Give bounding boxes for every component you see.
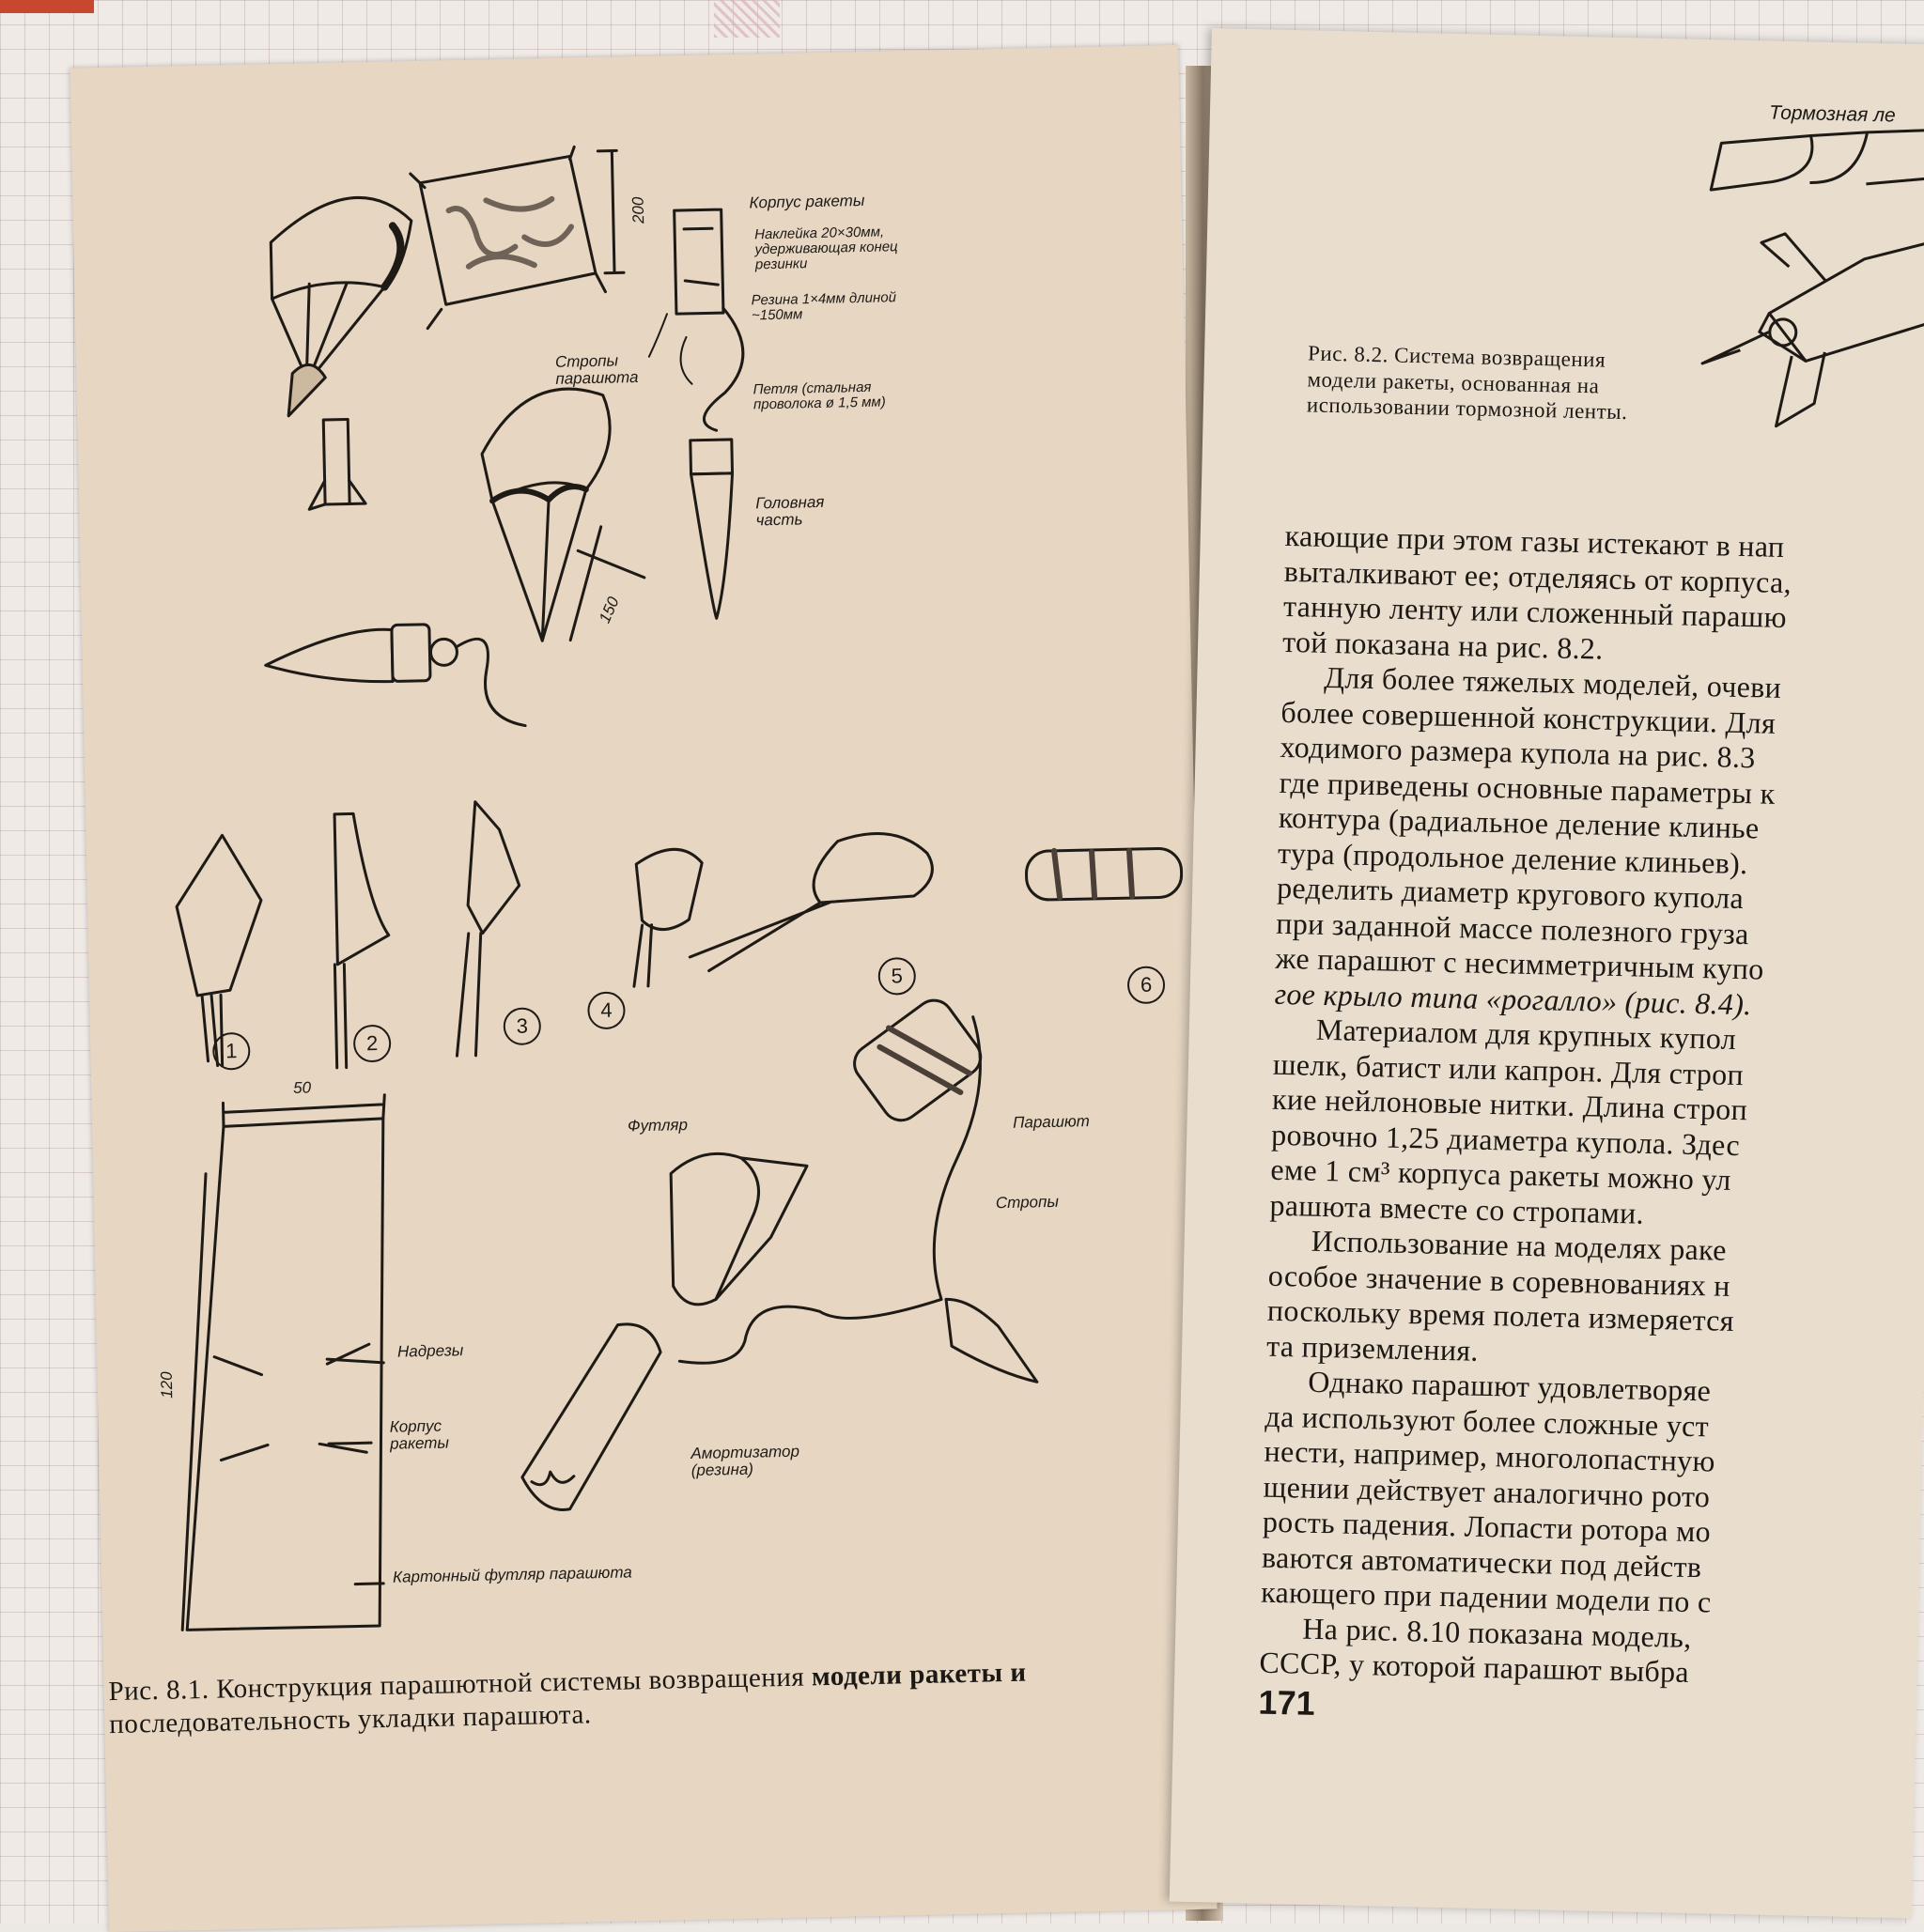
folding-step-6 — [1026, 848, 1182, 900]
text-line: шелк, батист или капрон. Для строп — [1272, 1046, 1745, 1091]
label-rocket-body: Корпус ракеты — [749, 191, 865, 212]
text-line: щении действует аналогично рото — [1263, 1469, 1711, 1513]
caption-bold: модели ракеты и — [811, 1657, 1027, 1692]
dimension-150: 150 — [595, 594, 623, 626]
label-lines: Стропы парашюта — [554, 351, 639, 388]
case-assembly-drawing — [512, 991, 1039, 1510]
text-line: Материалом для крупных купол — [1315, 1012, 1737, 1056]
caption-line2: последовательность укладки парашюта. — [108, 1699, 592, 1740]
text-line: Для более тяжелых моделей, очеви — [1323, 659, 1782, 704]
body-text — [1259, 518, 1924, 1696]
text-line: поскольку время полета измеряется — [1266, 1292, 1735, 1337]
right-page — [1170, 28, 1924, 1918]
cloth-pattern — [714, 0, 780, 38]
page-number: 171 — [1258, 1682, 1316, 1723]
step-number: 3 — [503, 1007, 541, 1045]
cloth-pattern — [0, 0, 94, 13]
text-line: кающего при падении модели по с — [1260, 1574, 1712, 1619]
text-line: ределить диаметр кругового купола — [1276, 870, 1745, 916]
text-line: Однако парашют удовлетворяе — [1307, 1364, 1712, 1408]
folding-step-4 — [631, 849, 705, 987]
label-rubber: Резина 1×4мм длиной ~150мм — [751, 289, 897, 324]
label-shock-cord: Амортизатор (резина) — [690, 1442, 800, 1479]
step-number: 1 — [212, 1032, 251, 1071]
text-line: кающие при этом газы истекают в нап — [1284, 518, 1785, 564]
figure-caption — [108, 1653, 1208, 1742]
text-line: выталкивают ее; отделяясь от корпуса, — [1283, 553, 1792, 599]
parachute-canopy-drawing — [270, 196, 417, 510]
dimension-50: 50 — [292, 1078, 312, 1097]
label-lines-2: Стропы — [995, 1192, 1060, 1213]
step-number: 6 — [1127, 966, 1166, 1004]
text-line: более совершенной конструкции. Для — [1280, 694, 1777, 740]
label-sticker: Наклейка 20×30мм, удерживающая конец резинки — [754, 224, 898, 272]
text-line: где приведены основные параметры к — [1279, 765, 1776, 811]
label-cardboard-case: Картонный футляр парашюта — [392, 1563, 632, 1586]
text-line: рость падения. Лопасти ротора мо — [1262, 1504, 1712, 1549]
text-line: еме 1 см³ корпуса ракеты можно ул — [1270, 1151, 1732, 1197]
dimension-200: 200 — [628, 196, 648, 224]
text-line: ровочно 1,25 диаметра купола. Здес — [1270, 1117, 1741, 1162]
dimension-120: 120 — [157, 1371, 177, 1399]
text-line: нести, например, многолопастную — [1264, 1433, 1716, 1478]
text-line: СССР, у которой парашют выбра — [1259, 1645, 1690, 1689]
step-number: 2 — [353, 1025, 392, 1063]
text-line: рашюта вместе со стропами. — [1269, 1187, 1645, 1230]
text-line: гое крыло типа «рогалло» (рис. 8.4). — [1274, 976, 1752, 1021]
text-line: та приземления. — [1265, 1328, 1480, 1368]
left-page — [70, 45, 1217, 1932]
text-line: да используют более сложные уст — [1265, 1399, 1710, 1443]
text-line: же парашют с несимметричным купо — [1275, 940, 1765, 986]
step-number: 5 — [877, 957, 916, 996]
text-line: той показана на рис. 8.2. — [1281, 624, 1604, 666]
label-loop: Петля (стальная проволока ø 1,5 мм) — [753, 379, 886, 413]
text-line: кие нейлоновые нитки. Длина строп — [1271, 1081, 1748, 1127]
label-cuts: Надрезы — [396, 1341, 464, 1361]
cardboard-case-drawing — [171, 1095, 396, 1631]
label-rocket-body-2: Корпус ракеты — [389, 1416, 450, 1453]
parachute-illustration — [70, 45, 1211, 1664]
text-line: ходимого размера купола на рис. 8.3 — [1280, 729, 1756, 775]
label-brake-ribbon: Тормозная ле — [1768, 101, 1897, 127]
rocket-body-drawing — [646, 209, 749, 620]
text-line: особое значение в соревнованиях н — [1267, 1258, 1731, 1303]
text-line: при заданной массе полезного груза — [1276, 905, 1749, 951]
parachute-panel-drawing — [410, 146, 625, 329]
text-line: На рис. 8.10 показана модель, — [1301, 1611, 1692, 1654]
label-parachute: Парашют — [1012, 1112, 1091, 1132]
label-case: Футляр — [627, 1116, 689, 1136]
nose-cone-drawing — [265, 623, 525, 732]
caption-lead: Рис. 8.1. Конструкция парашютной системы возвращения — [108, 1662, 805, 1708]
text-line: тура (продольное деление клиньев). — [1277, 835, 1748, 880]
text-line: танную ленту или сложенный парашю — [1282, 588, 1788, 635]
text-line: Использование на моделях раке — [1311, 1223, 1728, 1267]
text-line: контура (радиальное деление клинье — [1278, 799, 1760, 845]
folding-step-5 — [688, 832, 935, 971]
folding-step-1 — [175, 835, 264, 1067]
step-number: 4 — [587, 991, 626, 1029]
text-line: ваются автоматически под действ — [1261, 1539, 1702, 1584]
figure-8-2-caption: Рис. 8.2. Система возвращения модели ракеты, основанная на использовании тормозной ленты. — [1306, 341, 1628, 425]
label-nose: Головная часть — [755, 492, 825, 530]
